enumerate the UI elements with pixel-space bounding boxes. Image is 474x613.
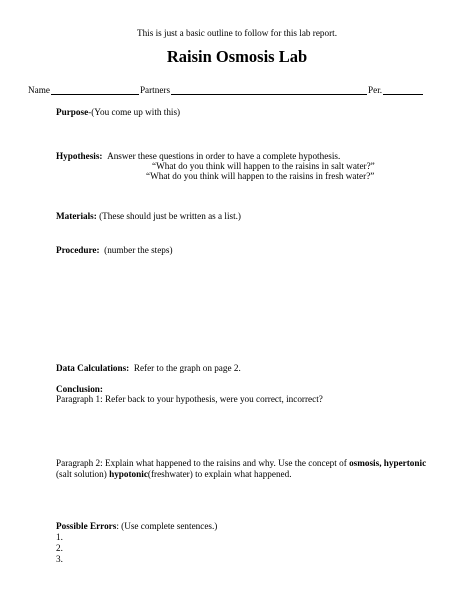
data-calculations-text: Refer to the graph on page 2.	[133, 363, 241, 373]
procedure-section	[56, 245, 173, 256]
error-item-1: 1.	[56, 532, 63, 542]
possible-errors-label: Possible Errors	[56, 521, 117, 531]
hypothesis-text: Answer these questions in order to have a complete hypothesis.	[107, 151, 341, 161]
name-blank	[51, 85, 139, 95]
intro-note: This is just a basic outline to follow for this lab report.	[136, 28, 338, 38]
materials-label: Materials:	[56, 211, 97, 221]
page-title: Raisin Osmosis Lab	[166, 47, 308, 66]
period-blank	[383, 85, 423, 95]
materials-text: (These should just be written as a list.)	[99, 211, 241, 221]
data-calculations-section	[56, 363, 241, 374]
period-label: Per.	[368, 85, 383, 95]
hypotonic-term: hypotonic	[109, 469, 148, 479]
hypertonic-term: hypertonic	[383, 458, 427, 468]
conclusion-paragraph-2-line-2	[56, 469, 292, 480]
name-label: Name	[28, 85, 50, 95]
partners-blank	[171, 85, 367, 95]
possible-errors-section	[56, 521, 217, 532]
paragraph-2-text: Paragraph 2: Explain what happened to the raisins and why. Use the concept of	[56, 458, 350, 468]
hypothesis-label: Hypothesis:	[56, 151, 103, 161]
possible-errors-text: : (Use complete sentences.)	[116, 521, 218, 531]
conclusion-label: Conclusion:	[56, 384, 103, 394]
purpose-section	[56, 107, 180, 118]
purpose-text: -(You come up with this)	[88, 107, 181, 117]
hypothesis-question-salt: “What do you think will happen to the raisins in salt water?”	[152, 161, 375, 171]
materials-section	[56, 211, 241, 222]
procedure-text: (number the steps)	[104, 245, 173, 255]
conclusion-paragraph-2-line-1	[56, 458, 426, 469]
name-row	[28, 85, 448, 96]
error-item-2: 2.	[56, 543, 63, 553]
freshwater-text: (freshwater) to explain what happened.	[147, 469, 292, 479]
conclusion-paragraph-1: Paragraph 1: Refer back to your hypothesis, were you correct, incorrect?	[56, 394, 323, 404]
partners-label: Partners	[139, 85, 171, 95]
data-calculations-label: Data Calculations:	[56, 363, 130, 373]
osmosis-term: osmosis	[349, 458, 380, 468]
salt-solution-text: (salt solution)	[56, 469, 110, 479]
procedure-label: Procedure:	[56, 245, 100, 255]
purpose-label: Purpose	[56, 107, 89, 117]
error-item-3: 3.	[56, 554, 63, 564]
comma-separator: ,	[379, 458, 384, 468]
hypothesis-question-fresh: “What do you think will happen to the raisins in fresh water?”	[146, 171, 375, 181]
